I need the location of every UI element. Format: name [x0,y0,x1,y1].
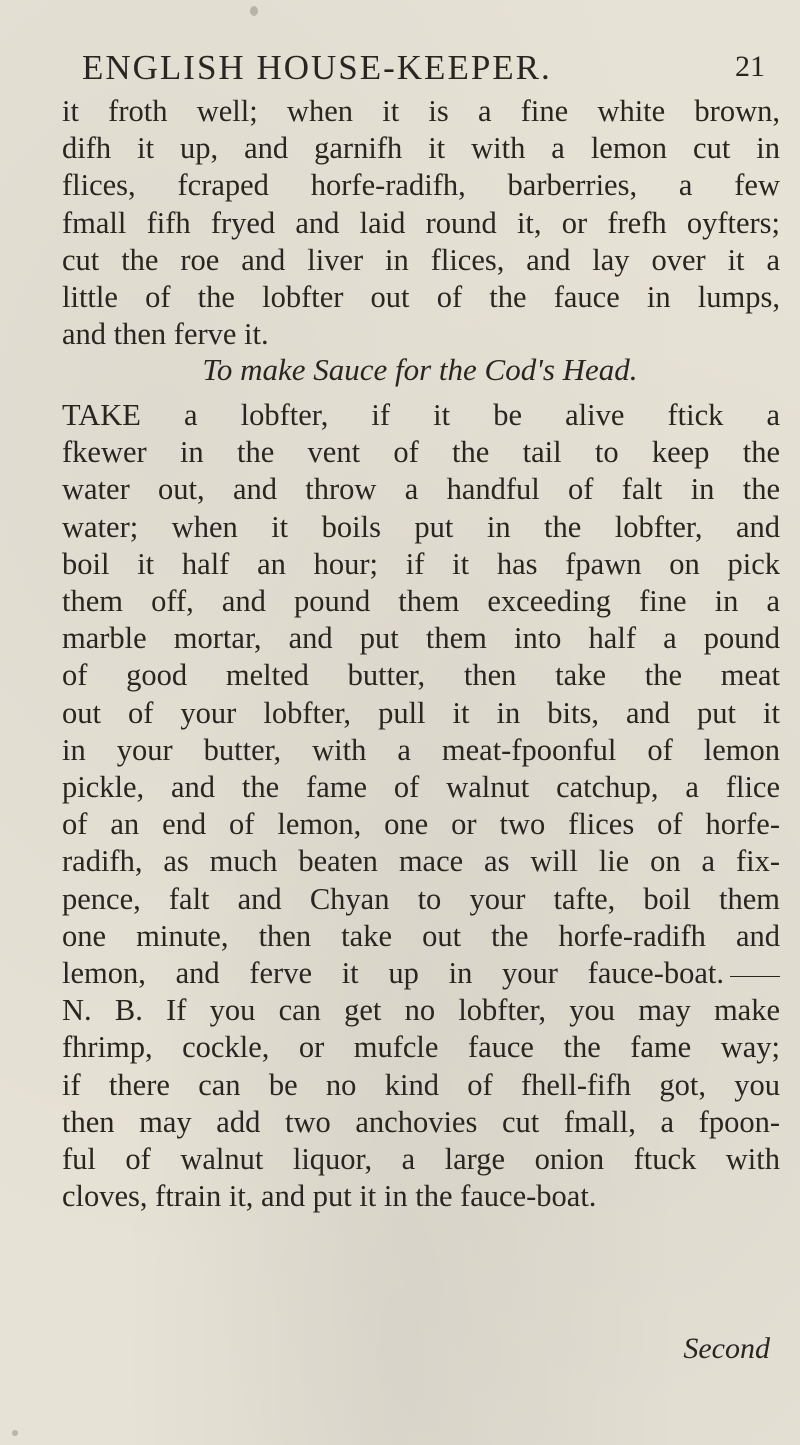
text-line: radifh, as much beaten mace as will lie on a fix- [62,844,780,879]
text-segment: lemon, and ferve it up in your fauce-boat. [62,956,724,991]
text-line: one minute, then take out the horfe-radifh and [62,918,780,953]
text-line: water out, and throw a handful of falt in the [62,472,780,507]
text-line: flices, fcraped horfe-radifh, barberries, a few [62,168,780,203]
text-line: difh it up, and garnifh it with a lemon cut in [62,131,780,166]
text-line: and then ferve it. [62,317,269,352]
text-line: N. B. If you can get no lobfter, you may make [62,993,780,1028]
recipe-paragraph [62,397,780,1215]
ink-spot [250,6,258,16]
text-line: it froth well; when it is a fine white brown, [62,94,780,128]
catchword: Second [683,1332,770,1365]
text-line: fhrimp, cockle, or mufcle fauce the fame way; [62,1030,780,1065]
text-line: cut the roe and liver in flices, and lay over it a [62,242,780,277]
text-line: of good melted butter, then take the meat [62,658,780,693]
text-line: pickle, and the fame of walnut catchup, a flice [62,770,780,805]
page-number: 21 [735,50,765,83]
text-line: pence, falt and Chyan to your tafte, boil them [62,881,780,916]
text-line: fkewer in the vent of the tail to keep the [62,435,780,470]
text-line: cloves, ftrain it, and put it in the fauce-boat. [62,1179,597,1214]
text-line: little of the lobfter out of the fauce in lumps, [62,280,780,315]
ink-spot [12,1430,18,1436]
text-line: water; when it boils put in the lobfter, and [62,509,780,544]
recipe-heading: To make Sauce for the Cod's Head. [202,352,638,387]
text-line: fmall fifh fryed and laid round it, or frefh oyfters; [62,205,780,240]
text-line: marble mortar, and put them into half a pound [62,621,780,656]
text-line: ful of walnut liquor, a large onion ftuck with [62,1142,780,1177]
text-line: if there can be no kind of fhell-fifh got, you [62,1067,780,1102]
text-line: out of your lobfter, pull it in bits, and put it [62,695,780,730]
dash-rule [730,976,780,977]
running-head [82,48,780,88]
text-line: then may add two anchovies cut fmall, a fpoon- [62,1104,780,1139]
text-line: them off, and pound them exceeding fine in a [62,584,780,619]
paragraph-continued [62,93,780,353]
text-line: of an end of lemon, one or two flices of horfe- [62,807,780,842]
running-title: ENGLISH HOUSE-KEEPER. [82,48,552,87]
text-line [62,955,780,992]
text-line: in your butter, with a meat-fpoonful of lemon [62,732,780,767]
text-line: boil it half an hour; if it has fpawn on pick [62,546,780,581]
text-line: TAKE a lobfter, if it be alive ftick a [62,398,780,432]
